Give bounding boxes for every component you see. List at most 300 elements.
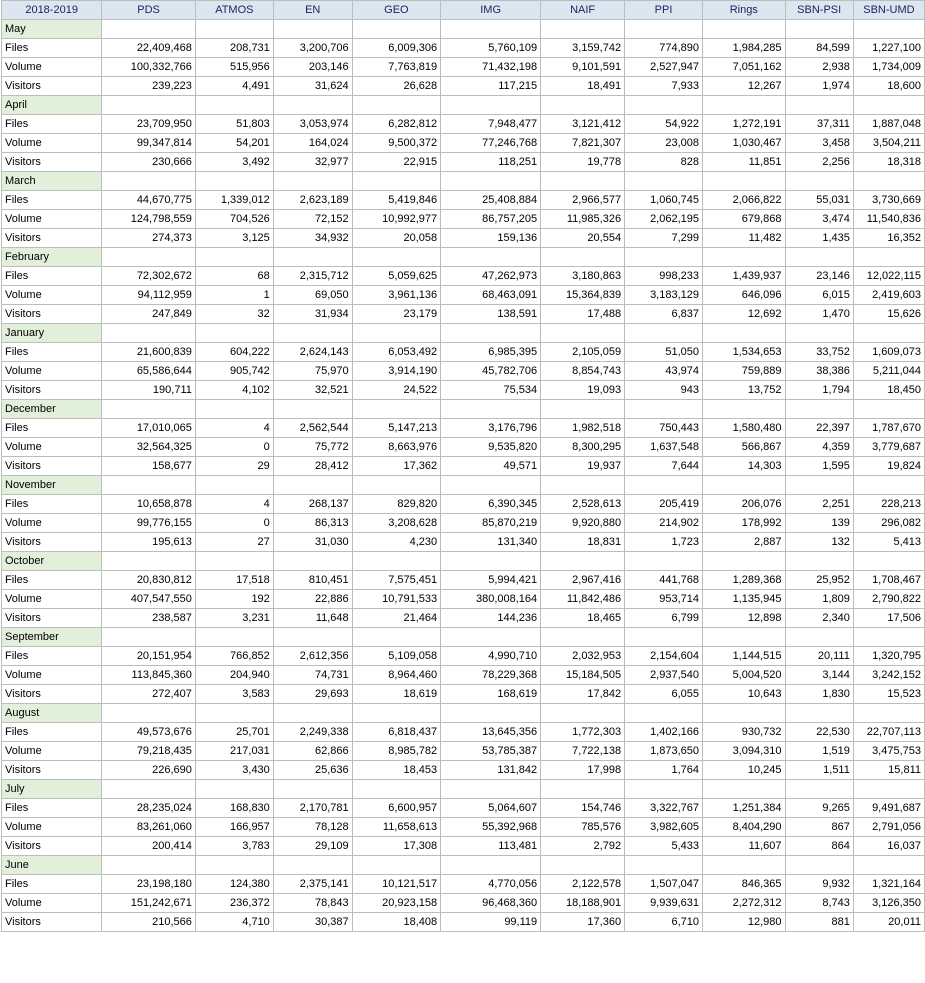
value-cell[interactable]: 17,010,065 (102, 419, 196, 438)
value-cell[interactable]: 6,009,306 (352, 39, 441, 58)
value-cell[interactable]: 228,213 (853, 495, 924, 514)
value-cell[interactable]: 118,251 (441, 153, 541, 172)
value-cell[interactable]: 2,966,577 (541, 191, 625, 210)
value-cell[interactable]: 75,534 (441, 381, 541, 400)
month-label-cell[interactable]: January (2, 324, 102, 343)
value-cell[interactable]: 18,188,901 (541, 894, 625, 913)
value-cell[interactable]: 20,058 (352, 229, 441, 248)
value-cell[interactable]: 124,380 (195, 875, 273, 894)
value-cell[interactable]: 74,731 (273, 666, 352, 685)
empty-cell[interactable] (541, 96, 625, 115)
empty-cell[interactable] (102, 172, 196, 191)
empty-cell[interactable] (352, 324, 441, 343)
value-cell[interactable]: 190,711 (102, 381, 196, 400)
value-cell[interactable]: 79,218,435 (102, 742, 196, 761)
row-label-cell[interactable]: Files (2, 343, 102, 362)
empty-cell[interactable] (195, 552, 273, 571)
value-cell[interactable]: 17,506 (853, 609, 924, 628)
value-cell[interactable]: 27 (195, 533, 273, 552)
value-cell[interactable]: 17,360 (541, 913, 625, 932)
empty-cell[interactable] (195, 704, 273, 723)
value-cell[interactable]: 7,299 (625, 229, 703, 248)
value-cell[interactable]: 113,845,360 (102, 666, 196, 685)
value-cell[interactable]: 14,303 (703, 457, 786, 476)
empty-cell[interactable] (785, 324, 853, 343)
empty-cell[interactable] (352, 248, 441, 267)
empty-cell[interactable] (441, 552, 541, 571)
value-cell[interactable]: 6,053,492 (352, 343, 441, 362)
value-cell[interactable]: 151,242,671 (102, 894, 196, 913)
row-label-cell[interactable]: Visitors (2, 229, 102, 248)
header-cell-pds[interactable]: PDS (102, 1, 196, 20)
header-cell-atmos[interactable]: ATMOS (195, 1, 273, 20)
value-cell[interactable]: 96,468,360 (441, 894, 541, 913)
value-cell[interactable]: 3,583 (195, 685, 273, 704)
value-cell[interactable]: 864 (785, 837, 853, 856)
value-cell[interactable]: 905,742 (195, 362, 273, 381)
value-cell[interactable]: 7,933 (625, 77, 703, 96)
value-cell[interactable]: 206,076 (703, 495, 786, 514)
value-cell[interactable]: 7,644 (625, 457, 703, 476)
value-cell[interactable]: 51,803 (195, 115, 273, 134)
value-cell[interactable]: 3,094,310 (703, 742, 786, 761)
value-cell[interactable]: 11,648 (273, 609, 352, 628)
value-cell[interactable]: 72,152 (273, 210, 352, 229)
value-cell[interactable]: 881 (785, 913, 853, 932)
value-cell[interactable]: 217,031 (195, 742, 273, 761)
value-cell[interactable]: 6,282,812 (352, 115, 441, 134)
value-cell[interactable]: 6,600,957 (352, 799, 441, 818)
row-label-cell[interactable]: Files (2, 647, 102, 666)
empty-cell[interactable] (625, 20, 703, 39)
value-cell[interactable]: 17,998 (541, 761, 625, 780)
empty-cell[interactable] (352, 172, 441, 191)
value-cell[interactable]: 9,920,880 (541, 514, 625, 533)
row-label-cell[interactable]: Files (2, 875, 102, 894)
value-cell[interactable]: 8,743 (785, 894, 853, 913)
value-cell[interactable]: 9,932 (785, 875, 853, 894)
value-cell[interactable]: 1,135,945 (703, 590, 786, 609)
value-cell[interactable]: 6,799 (625, 609, 703, 628)
empty-cell[interactable] (625, 780, 703, 799)
value-cell[interactable]: 3,475,753 (853, 742, 924, 761)
value-cell[interactable]: 9,500,372 (352, 134, 441, 153)
empty-cell[interactable] (703, 552, 786, 571)
value-cell[interactable]: 195,613 (102, 533, 196, 552)
value-cell[interactable]: 785,576 (541, 818, 625, 837)
value-cell[interactable]: 5,211,044 (853, 362, 924, 381)
value-cell[interactable]: 7,763,819 (352, 58, 441, 77)
value-cell[interactable]: 78,843 (273, 894, 352, 913)
empty-cell[interactable] (441, 780, 541, 799)
value-cell[interactable]: 6,837 (625, 305, 703, 324)
value-cell[interactable]: 31,624 (273, 77, 352, 96)
value-cell[interactable]: 2,251 (785, 495, 853, 514)
value-cell[interactable]: 238,587 (102, 609, 196, 628)
value-cell[interactable]: 2,562,544 (273, 419, 352, 438)
row-label-cell[interactable]: Volume (2, 742, 102, 761)
value-cell[interactable]: 18,453 (352, 761, 441, 780)
value-cell[interactable]: 3,474 (785, 210, 853, 229)
value-cell[interactable]: 159,136 (441, 229, 541, 248)
value-cell[interactable]: 828 (625, 153, 703, 172)
row-label-cell[interactable]: Files (2, 571, 102, 590)
value-cell[interactable]: 2,791,056 (853, 818, 924, 837)
value-cell[interactable]: 86,313 (273, 514, 352, 533)
empty-cell[interactable] (195, 324, 273, 343)
empty-cell[interactable] (853, 400, 924, 419)
row-label-cell[interactable]: Volume (2, 134, 102, 153)
empty-cell[interactable] (541, 552, 625, 571)
value-cell[interactable]: 78,229,368 (441, 666, 541, 685)
value-cell[interactable]: 54,201 (195, 134, 273, 153)
value-cell[interactable]: 34,932 (273, 229, 352, 248)
empty-cell[interactable] (102, 856, 196, 875)
value-cell[interactable]: 12,692 (703, 305, 786, 324)
row-label-cell[interactable]: Visitors (2, 837, 102, 856)
value-cell[interactable]: 30,387 (273, 913, 352, 932)
value-cell[interactable]: 17,308 (352, 837, 441, 856)
empty-cell[interactable] (352, 856, 441, 875)
row-label-cell[interactable]: Files (2, 191, 102, 210)
value-cell[interactable]: 12,980 (703, 913, 786, 932)
header-cell-img[interactable]: IMG (441, 1, 541, 20)
value-cell[interactable]: 11,607 (703, 837, 786, 856)
value-cell[interactable]: 3,208,628 (352, 514, 441, 533)
value-cell[interactable]: 2,249,338 (273, 723, 352, 742)
value-cell[interactable]: 78,128 (273, 818, 352, 837)
value-cell[interactable]: 24,522 (352, 381, 441, 400)
empty-cell[interactable] (441, 400, 541, 419)
value-cell[interactable]: 3,504,211 (853, 134, 924, 153)
value-cell[interactable]: 2,419,603 (853, 286, 924, 305)
value-cell[interactable]: 75,970 (273, 362, 352, 381)
header-cell-naif[interactable]: NAIF (541, 1, 625, 20)
value-cell[interactable]: 25,408,884 (441, 191, 541, 210)
value-cell[interactable]: 1,794 (785, 381, 853, 400)
value-cell[interactable]: 85,870,219 (441, 514, 541, 533)
value-cell[interactable]: 846,365 (703, 875, 786, 894)
empty-cell[interactable] (273, 400, 352, 419)
value-cell[interactable]: 18,600 (853, 77, 924, 96)
empty-cell[interactable] (195, 400, 273, 419)
value-cell[interactable]: 998,233 (625, 267, 703, 286)
empty-cell[interactable] (441, 248, 541, 267)
value-cell[interactable]: 1,339,012 (195, 191, 273, 210)
value-cell[interactable]: 3,183,129 (625, 286, 703, 305)
value-cell[interactable]: 9,939,631 (625, 894, 703, 913)
value-cell[interactable]: 55,031 (785, 191, 853, 210)
value-cell[interactable]: 2,105,059 (541, 343, 625, 362)
value-cell[interactable]: 3,159,742 (541, 39, 625, 58)
value-cell[interactable]: 1,787,670 (853, 419, 924, 438)
row-label-cell[interactable]: Visitors (2, 609, 102, 628)
value-cell[interactable]: 100,332,766 (102, 58, 196, 77)
empty-cell[interactable] (853, 172, 924, 191)
empty-cell[interactable] (625, 248, 703, 267)
empty-cell[interactable] (853, 856, 924, 875)
value-cell[interactable]: 2,315,712 (273, 267, 352, 286)
empty-cell[interactable] (273, 780, 352, 799)
value-cell[interactable]: 2,062,195 (625, 210, 703, 229)
value-cell[interactable]: 2,967,416 (541, 571, 625, 590)
value-cell[interactable]: 829,820 (352, 495, 441, 514)
value-cell[interactable]: 20,111 (785, 647, 853, 666)
value-cell[interactable]: 99,347,814 (102, 134, 196, 153)
row-label-cell[interactable]: Files (2, 799, 102, 818)
value-cell[interactable]: 38,386 (785, 362, 853, 381)
value-cell[interactable]: 1,320,795 (853, 647, 924, 666)
empty-cell[interactable] (703, 248, 786, 267)
value-cell[interactable]: 22,707,113 (853, 723, 924, 742)
value-cell[interactable]: 19,937 (541, 457, 625, 476)
month-label-cell[interactable]: May (2, 20, 102, 39)
value-cell[interactable]: 72,302,672 (102, 267, 196, 286)
value-cell[interactable]: 930,732 (703, 723, 786, 742)
value-cell[interactable]: 32,977 (273, 153, 352, 172)
month-label-cell[interactable]: August (2, 704, 102, 723)
empty-cell[interactable] (195, 20, 273, 39)
value-cell[interactable]: 3,242,152 (853, 666, 924, 685)
value-cell[interactable]: 943 (625, 381, 703, 400)
value-cell[interactable]: 29,693 (273, 685, 352, 704)
value-cell[interactable]: 12,022,115 (853, 267, 924, 286)
header-cell-en[interactable]: EN (273, 1, 352, 20)
value-cell[interactable]: 12,898 (703, 609, 786, 628)
value-cell[interactable]: 1,511 (785, 761, 853, 780)
row-label-cell[interactable]: Volume (2, 362, 102, 381)
value-cell[interactable]: 3,231 (195, 609, 273, 628)
empty-cell[interactable] (703, 476, 786, 495)
value-cell[interactable]: 2,887 (703, 533, 786, 552)
value-cell[interactable]: 32,564,325 (102, 438, 196, 457)
row-label-cell[interactable]: Visitors (2, 77, 102, 96)
value-cell[interactable]: 45,782,706 (441, 362, 541, 381)
value-cell[interactable]: 208,731 (195, 39, 273, 58)
value-cell[interactable]: 99,776,155 (102, 514, 196, 533)
empty-cell[interactable] (102, 20, 196, 39)
value-cell[interactable]: 2,527,947 (625, 58, 703, 77)
empty-cell[interactable] (195, 96, 273, 115)
empty-cell[interactable] (273, 20, 352, 39)
empty-cell[interactable] (441, 96, 541, 115)
value-cell[interactable]: 2,792 (541, 837, 625, 856)
value-cell[interactable]: 11,482 (703, 229, 786, 248)
value-cell[interactable]: 17,488 (541, 305, 625, 324)
empty-cell[interactable] (703, 172, 786, 191)
value-cell[interactable]: 3,730,669 (853, 191, 924, 210)
value-cell[interactable]: 1,439,937 (703, 267, 786, 286)
month-label-cell[interactable]: February (2, 248, 102, 267)
value-cell[interactable]: 5,760,109 (441, 39, 541, 58)
value-cell[interactable]: 31,030 (273, 533, 352, 552)
value-cell[interactable]: 20,554 (541, 229, 625, 248)
value-cell[interactable]: 8,300,295 (541, 438, 625, 457)
value-cell[interactable]: 131,340 (441, 533, 541, 552)
empty-cell[interactable] (785, 96, 853, 115)
value-cell[interactable]: 7,575,451 (352, 571, 441, 590)
value-cell[interactable]: 247,849 (102, 305, 196, 324)
value-cell[interactable]: 54,922 (625, 115, 703, 134)
value-cell[interactable]: 750,443 (625, 419, 703, 438)
value-cell[interactable]: 2,624,143 (273, 343, 352, 362)
value-cell[interactable]: 1,534,653 (703, 343, 786, 362)
empty-cell[interactable] (441, 20, 541, 39)
row-label-cell[interactable]: Visitors (2, 381, 102, 400)
value-cell[interactable]: 23,008 (625, 134, 703, 153)
empty-cell[interactable] (352, 628, 441, 647)
value-cell[interactable]: 18,465 (541, 609, 625, 628)
value-cell[interactable]: 21,600,839 (102, 343, 196, 362)
empty-cell[interactable] (853, 324, 924, 343)
value-cell[interactable]: 5,004,520 (703, 666, 786, 685)
value-cell[interactable]: 2,375,141 (273, 875, 352, 894)
month-label-cell[interactable]: October (2, 552, 102, 571)
value-cell[interactable]: 124,798,559 (102, 210, 196, 229)
empty-cell[interactable] (102, 628, 196, 647)
row-label-cell[interactable]: Visitors (2, 913, 102, 932)
header-cell-sbn-psi[interactable]: SBN-PSI (785, 1, 853, 20)
value-cell[interactable]: 1 (195, 286, 273, 305)
value-cell[interactable]: 8,964,460 (352, 666, 441, 685)
empty-cell[interactable] (352, 552, 441, 571)
empty-cell[interactable] (785, 780, 853, 799)
value-cell[interactable]: 1,984,285 (703, 39, 786, 58)
value-cell[interactable]: 1,435 (785, 229, 853, 248)
empty-cell[interactable] (541, 20, 625, 39)
value-cell[interactable]: 236,372 (195, 894, 273, 913)
value-cell[interactable]: 31,934 (273, 305, 352, 324)
value-cell[interactable]: 99,119 (441, 913, 541, 932)
value-cell[interactable]: 3,914,190 (352, 362, 441, 381)
value-cell[interactable]: 646,096 (703, 286, 786, 305)
empty-cell[interactable] (195, 780, 273, 799)
empty-cell[interactable] (853, 20, 924, 39)
empty-cell[interactable] (441, 476, 541, 495)
value-cell[interactable]: 164,024 (273, 134, 352, 153)
value-cell[interactable]: 69,050 (273, 286, 352, 305)
empty-cell[interactable] (352, 20, 441, 39)
empty-cell[interactable] (785, 476, 853, 495)
empty-cell[interactable] (102, 704, 196, 723)
row-label-cell[interactable]: Volume (2, 590, 102, 609)
value-cell[interactable]: 12,267 (703, 77, 786, 96)
empty-cell[interactable] (102, 476, 196, 495)
empty-cell[interactable] (541, 704, 625, 723)
empty-cell[interactable] (853, 552, 924, 571)
row-label-cell[interactable]: Visitors (2, 685, 102, 704)
empty-cell[interactable] (441, 172, 541, 191)
value-cell[interactable]: 5,147,213 (352, 419, 441, 438)
empty-cell[interactable] (102, 780, 196, 799)
value-cell[interactable]: 4,491 (195, 77, 273, 96)
value-cell[interactable]: 6,818,437 (352, 723, 441, 742)
value-cell[interactable]: 8,663,976 (352, 438, 441, 457)
empty-cell[interactable] (853, 704, 924, 723)
value-cell[interactable]: 10,658,878 (102, 495, 196, 514)
value-cell[interactable]: 10,121,517 (352, 875, 441, 894)
value-cell[interactable]: 68 (195, 267, 273, 286)
value-cell[interactable]: 1,637,548 (625, 438, 703, 457)
value-cell[interactable]: 3,430 (195, 761, 273, 780)
empty-cell[interactable] (541, 856, 625, 875)
value-cell[interactable]: 131,842 (441, 761, 541, 780)
value-cell[interactable]: 9,265 (785, 799, 853, 818)
empty-cell[interactable] (102, 96, 196, 115)
value-cell[interactable]: 3,200,706 (273, 39, 352, 58)
value-cell[interactable]: 1,321,164 (853, 875, 924, 894)
value-cell[interactable]: 49,571 (441, 457, 541, 476)
value-cell[interactable]: 679,868 (703, 210, 786, 229)
value-cell[interactable]: 205,419 (625, 495, 703, 514)
empty-cell[interactable] (853, 628, 924, 647)
empty-cell[interactable] (625, 856, 703, 875)
value-cell[interactable]: 380,008,164 (441, 590, 541, 609)
value-cell[interactable]: 226,690 (102, 761, 196, 780)
value-cell[interactable]: 192 (195, 590, 273, 609)
value-cell[interactable]: 139 (785, 514, 853, 533)
row-label-cell[interactable]: Volume (2, 286, 102, 305)
value-cell[interactable]: 113,481 (441, 837, 541, 856)
value-cell[interactable]: 3,783 (195, 837, 273, 856)
value-cell[interactable]: 5,109,058 (352, 647, 441, 666)
value-cell[interactable]: 2,122,578 (541, 875, 625, 894)
value-cell[interactable]: 86,757,205 (441, 210, 541, 229)
row-label-cell[interactable]: Files (2, 495, 102, 514)
value-cell[interactable]: 10,791,533 (352, 590, 441, 609)
value-cell[interactable]: 2,066,822 (703, 191, 786, 210)
empty-cell[interactable] (785, 628, 853, 647)
empty-cell[interactable] (541, 400, 625, 419)
value-cell[interactable]: 13,645,356 (441, 723, 541, 742)
value-cell[interactable]: 6,710 (625, 913, 703, 932)
empty-cell[interactable] (625, 628, 703, 647)
value-cell[interactable]: 953,714 (625, 590, 703, 609)
empty-cell[interactable] (195, 248, 273, 267)
value-cell[interactable]: 3,121,412 (541, 115, 625, 134)
value-cell[interactable]: 25,701 (195, 723, 273, 742)
empty-cell[interactable] (195, 856, 273, 875)
empty-cell[interactable] (853, 780, 924, 799)
value-cell[interactable]: 49,573,676 (102, 723, 196, 742)
empty-cell[interactable] (703, 400, 786, 419)
empty-cell[interactable] (541, 628, 625, 647)
value-cell[interactable]: 4,770,056 (441, 875, 541, 894)
value-cell[interactable]: 23,146 (785, 267, 853, 286)
value-cell[interactable]: 19,824 (853, 457, 924, 476)
empty-cell[interactable] (273, 248, 352, 267)
empty-cell[interactable] (441, 856, 541, 875)
empty-cell[interactable] (541, 780, 625, 799)
empty-cell[interactable] (441, 628, 541, 647)
value-cell[interactable]: 2,938 (785, 58, 853, 77)
empty-cell[interactable] (273, 552, 352, 571)
value-cell[interactable]: 178,992 (703, 514, 786, 533)
value-cell[interactable]: 1,030,467 (703, 134, 786, 153)
value-cell[interactable]: 5,059,625 (352, 267, 441, 286)
empty-cell[interactable] (352, 96, 441, 115)
value-cell[interactable]: 10,245 (703, 761, 786, 780)
value-cell[interactable]: 7,821,307 (541, 134, 625, 153)
value-cell[interactable]: 168,619 (441, 685, 541, 704)
value-cell[interactable]: 1,982,518 (541, 419, 625, 438)
value-cell[interactable]: 13,752 (703, 381, 786, 400)
value-cell[interactable]: 55,392,968 (441, 818, 541, 837)
empty-cell[interactable] (785, 704, 853, 723)
value-cell[interactable]: 2,528,613 (541, 495, 625, 514)
value-cell[interactable]: 32,521 (273, 381, 352, 400)
value-cell[interactable]: 4,359 (785, 438, 853, 457)
